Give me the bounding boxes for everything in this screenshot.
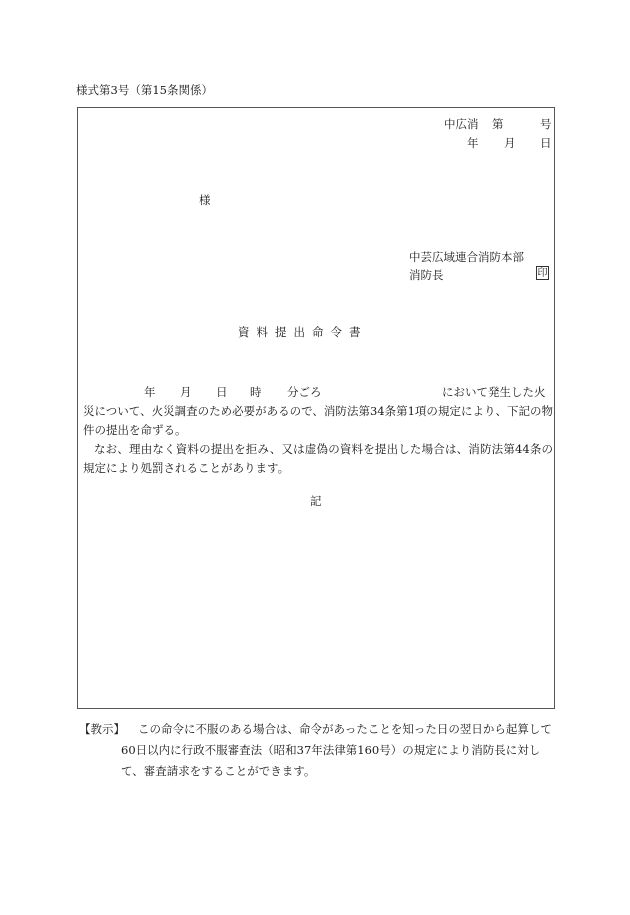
- order-paragraph: 災について、火災調査のため必要があるので、消防法第34条第1項の規定により、下記の物件の提出を命ずる。: [83, 404, 553, 437]
- notice-text: この命令に不服のある場合は、命令があったことを知った日の翌日から起算して60日以内に行政不服審査法（昭和37年法律第160号）の規定により消防長に対して、審査請求をすることができます。: [121, 722, 552, 778]
- fire-day: 日: [216, 385, 228, 399]
- addressee-honorific: 様: [199, 193, 211, 207]
- issue-month: 月: [504, 136, 516, 150]
- fire-month: 月: [180, 385, 192, 399]
- ki-heading: 記: [310, 494, 322, 508]
- issue-year: 年: [467, 136, 479, 150]
- issue-day: 日: [540, 136, 552, 150]
- page-title: 資料提出命令書: [238, 325, 368, 339]
- issuer-dai: 第: [492, 117, 504, 131]
- issuer-go: 号: [540, 117, 552, 131]
- penalty-paragraph: なお、理由なく資料の提出を拒み、又は虚偽の資料を提出した場合は、消防法第44条の規定により処罰されることがあります。: [83, 442, 553, 475]
- fire-place-suffix: において発生した火: [442, 385, 546, 399]
- fire-hour: 時: [250, 385, 262, 399]
- form-number: 様式第3号（第15条関係）: [76, 83, 213, 97]
- notice-label: 【教示】: [79, 722, 125, 736]
- fire-minute: 分ごろ: [287, 385, 322, 399]
- order-body: [83, 383, 553, 478]
- seal-box: 印: [537, 268, 548, 279]
- sender-organization: 中芸広域連合消防本部: [409, 250, 524, 264]
- fire-year: 年: [144, 385, 156, 399]
- sender-title: 消防長: [409, 268, 444, 282]
- issuer-prefix: 中広消: [444, 117, 479, 131]
- fire-datetime-line: [83, 383, 553, 402]
